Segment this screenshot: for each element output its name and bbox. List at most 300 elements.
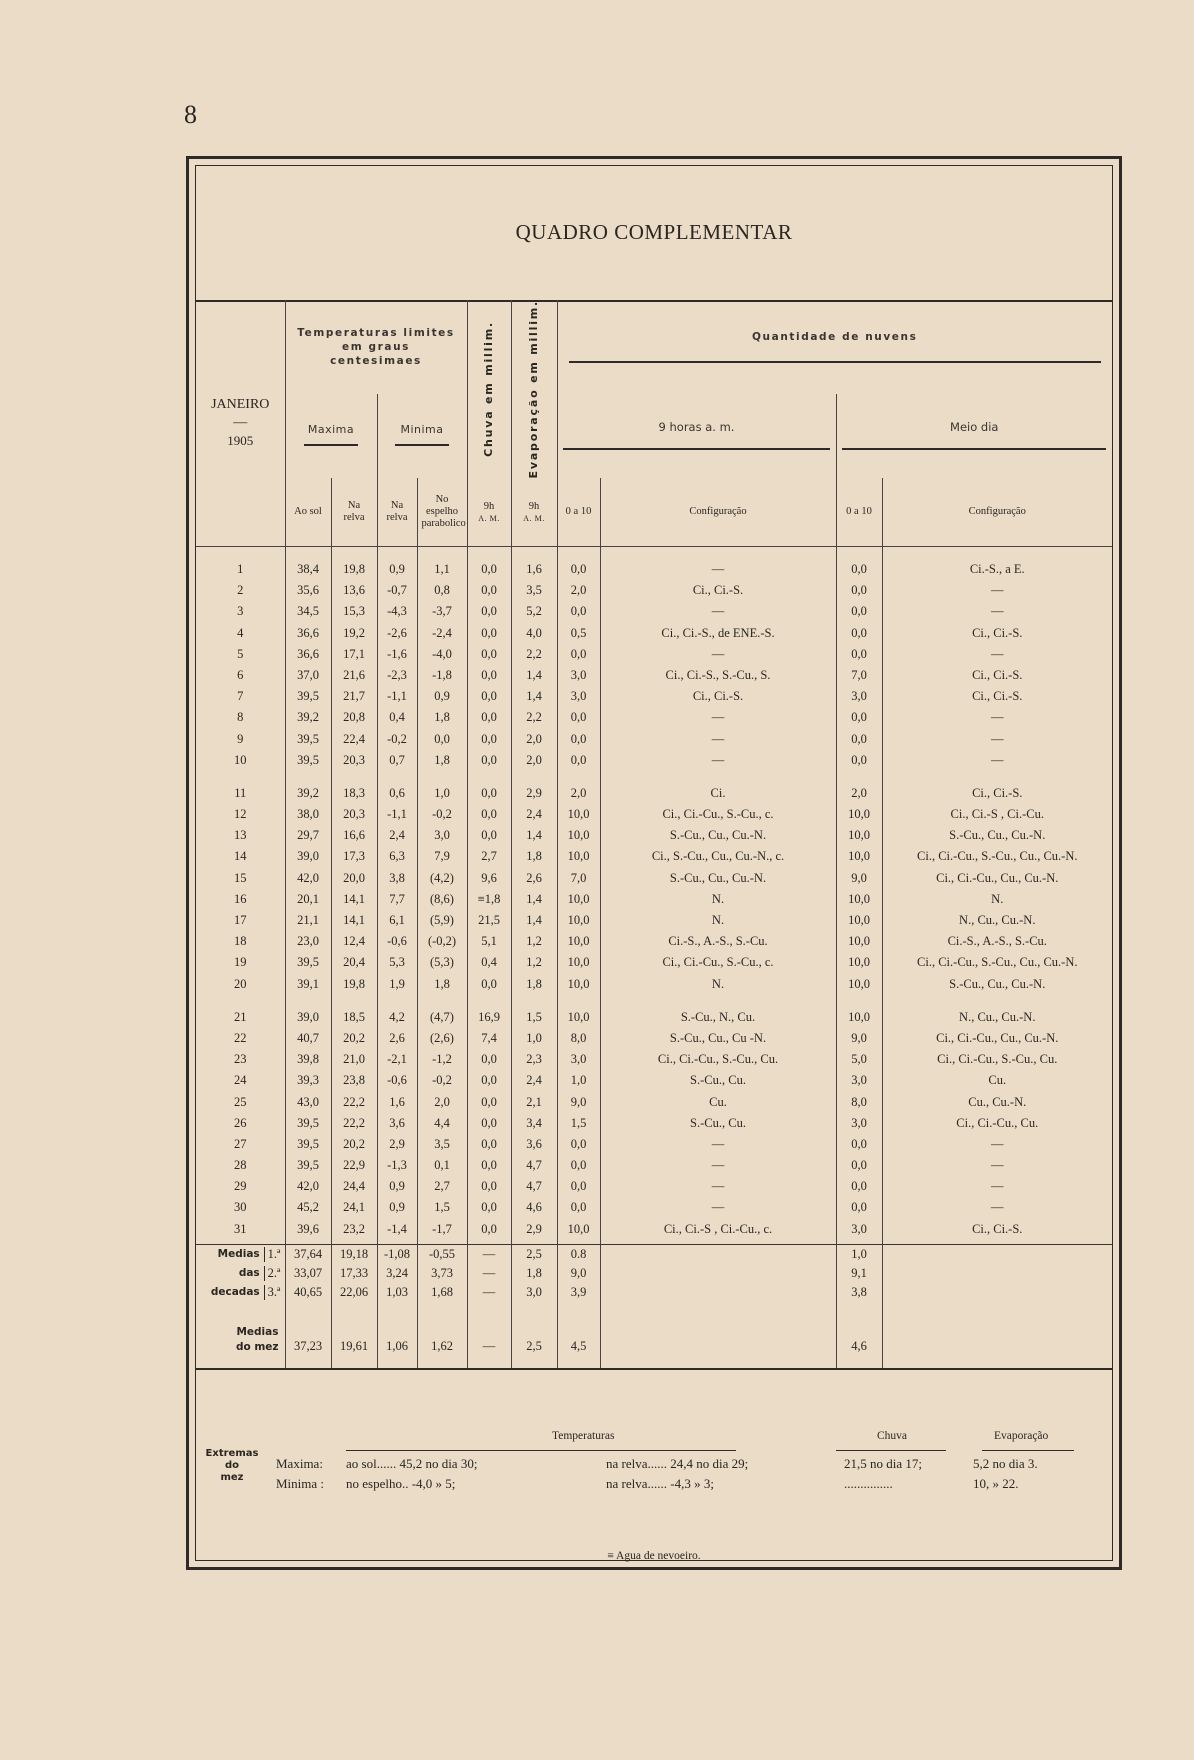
gap-cell — [557, 1302, 600, 1322]
table-row — [196, 559, 1112, 580]
evaporation-cell: 3,6 — [511, 1134, 557, 1155]
na-relva-max-month-cell: 19,61 — [331, 1322, 377, 1358]
decade-average-word: Medias — [217, 1247, 260, 1260]
ao-sol-cell: 39,5 — [285, 1113, 331, 1134]
espelho-cell: -1,2 — [417, 1049, 467, 1070]
max-evap: 5,2 no dia 3. — [973, 1456, 1038, 1471]
evaporation-cell: 2,4 — [511, 804, 557, 825]
na-relva-max-cell: 23,2 — [331, 1219, 377, 1240]
clouds-9h-cell: 0,5 — [557, 623, 600, 644]
ao-sol-cell: 21,1 — [285, 910, 331, 931]
minima-header — [377, 394, 467, 479]
monthly-label-line2: do mez — [235, 1340, 279, 1353]
nine-hours-label: 9 horas a. m. — [658, 419, 735, 434]
monthly-average-row — [196, 1322, 1112, 1358]
day-cell: 27 — [196, 1134, 285, 1155]
na-relva-max-cell: 20,2 — [331, 1134, 377, 1155]
ao-sol-cell: 39,2 — [285, 783, 331, 804]
espelho-cell: (-0,2) — [417, 931, 467, 952]
rain-cell: 0,0 — [467, 665, 511, 686]
na-relva-min-cell: 2,6 — [377, 1028, 417, 1049]
na-relva-min-cell: 0,9 — [377, 1176, 417, 1197]
chuva-rule — [836, 1450, 946, 1451]
table-row — [196, 728, 1112, 749]
table-row — [196, 665, 1112, 686]
espelho-cell: (5,9) — [417, 910, 467, 931]
config-noon-cell: — — [991, 1200, 1004, 1215]
na-relva-min-cell: -0,2 — [377, 728, 417, 749]
clouds-noon-cell: 10,0 — [836, 974, 882, 995]
ao-sol-cell: 39,8 — [285, 1049, 331, 1070]
table-row — [196, 804, 1112, 825]
monthly-gap — [196, 1302, 1112, 1322]
clouds-noon-cell: 0,0 — [836, 580, 882, 601]
min-label: Minima : — [276, 1476, 325, 1491]
table-row — [196, 707, 1112, 728]
day-cell: 16 — [196, 889, 285, 910]
ao-sol-cell: 39,3 — [285, 1070, 331, 1091]
na-relva-min-cell: 3,6 — [377, 1113, 417, 1134]
decade-gap-cell — [600, 771, 836, 783]
month-dash: — — [233, 414, 248, 430]
ao-sol-cell: 39,5 — [285, 728, 331, 749]
clouds-noon-avg-cell: 3,8 — [836, 1283, 882, 1302]
config-noon-cell: N., Cu., Cu.-N. — [959, 1009, 1036, 1024]
top-gap-cell — [196, 546, 285, 559]
na-relva-min-avg-cell: 1,03 — [377, 1283, 417, 1302]
extremes-section — [196, 1406, 1112, 1566]
decade-gap-cell — [285, 771, 331, 783]
evaporation-cell: 2,9 — [511, 1219, 557, 1240]
top-gap — [196, 546, 1112, 559]
na-relva-min-cell: 0,7 — [377, 750, 417, 771]
table-row — [196, 1070, 1112, 1091]
clouds-9h-cell: 0,0 — [557, 1134, 600, 1155]
decade-gap-cell — [836, 995, 882, 1007]
monthly-label-line1: Medias — [236, 1325, 279, 1338]
decade-label-wrap — [196, 1283, 285, 1302]
table-row — [196, 889, 1112, 910]
ao-sol-header: Ao sol — [285, 478, 331, 546]
complementary-table-frame — [186, 156, 1122, 1570]
clouds-9h-avg-cell: 3,9 — [557, 1283, 600, 1302]
temperaturas-rule — [346, 1450, 736, 1451]
end-cell — [882, 1358, 1112, 1369]
rain-month-cell: — — [467, 1322, 511, 1358]
na-relva-max-cell: 19,2 — [331, 623, 377, 644]
evaporation-cell: 2,9 — [511, 783, 557, 804]
config-9h-cell: N. — [600, 889, 836, 910]
config-9h-cell: — — [600, 559, 836, 580]
config-noon-cell: Ci.-S., a E. — [969, 562, 1025, 577]
end-cell — [467, 1358, 511, 1369]
ao-sol-cell: 23,0 — [285, 931, 331, 952]
temperatures-header-text: Temperaturas limites em graus centesimaes — [297, 326, 455, 367]
espelho-cell: -0,2 — [417, 804, 467, 825]
evaporation-cell: 3,5 — [511, 580, 557, 601]
na-relva-min-cell: -2,3 — [377, 665, 417, 686]
espelho-month-cell: 1,62 — [417, 1322, 467, 1358]
table-inner-border — [195, 165, 1113, 1561]
end-cell — [417, 1358, 467, 1369]
na-relva-max-cell: 13,6 — [331, 580, 377, 601]
decade-average-row — [196, 1283, 1112, 1302]
config-noon-cell: — — [991, 583, 1004, 598]
rain-avg-cell: — — [467, 1283, 511, 1302]
clouds-9h-cell: 10,0 — [557, 931, 600, 952]
rain-cell: 0,0 — [467, 559, 511, 580]
ao-sol-avg-cell: 37,64 — [285, 1244, 331, 1264]
config-9h-cell: S.-Cu., Cu., Cu -N. — [600, 1028, 836, 1049]
evaporation-cell: 1,4 — [511, 825, 557, 846]
config-noon-cell: Ci., Ci.-Cu., S.-Cu., Cu., Cu.-N. — [917, 849, 1078, 864]
noon-rule — [842, 448, 1106, 450]
clouds-9h-cell: 0,0 — [557, 1197, 600, 1218]
config-9h-cell: S.-Cu., Cu., Cu.-N. — [600, 825, 836, 846]
evap-time-am: A. M. — [523, 513, 545, 523]
na-relva-max-cell: 16,6 — [331, 825, 377, 846]
config-noon-cell: — — [991, 646, 1004, 661]
na-relva-max-cell: 20,3 — [331, 750, 377, 771]
day-cell: 18 — [196, 931, 285, 952]
min-espelho: no espelho.. -4,0 » 5; — [346, 1476, 456, 1491]
na-relva-max-cell: 12,4 — [331, 931, 377, 952]
table-row — [196, 931, 1112, 952]
evaporation-cell: 1,4 — [511, 665, 557, 686]
rain-cell: 0,4 — [467, 952, 511, 973]
decade-gap-cell — [331, 771, 377, 783]
na-relva-min-cell: -1,1 — [377, 686, 417, 707]
table-row — [196, 1049, 1112, 1070]
extremes-chuva-heading: Chuva — [877, 1430, 908, 1442]
espelho-cell: 1,8 — [417, 750, 467, 771]
decade-gap-cell — [836, 771, 882, 783]
decade-ordinal: 3.ª — [264, 1285, 281, 1300]
na-relva-max-cell: 18,3 — [331, 783, 377, 804]
rain-cell: 0,0 — [467, 686, 511, 707]
evaporation-cell: 4,6 — [511, 1197, 557, 1218]
rain-cell: 7,4 — [467, 1028, 511, 1049]
clouds-noon-cell: 10,0 — [836, 889, 882, 910]
min-chuva: ............... — [844, 1476, 893, 1491]
config-noon-avg-cell — [882, 1264, 1112, 1283]
rain-cell: 0,0 — [467, 974, 511, 995]
table-row — [196, 974, 1112, 995]
month-label: JANEIRO — [211, 396, 270, 412]
clouds-noon-cell: 10,0 — [836, 825, 882, 846]
config-9h-cell: — — [600, 707, 836, 728]
config-9h-month-cell — [600, 1322, 836, 1358]
config-noon-cell: Ci., Ci.-S , Ci.-Cu. — [950, 807, 1044, 822]
decade-gap-cell — [196, 995, 285, 1007]
minima-label: Minima — [400, 423, 444, 437]
evaporation-cell: 1,4 — [511, 686, 557, 707]
config-noon-cell: N., Cu., Cu.-N. — [959, 913, 1036, 928]
table-row — [196, 750, 1112, 771]
extremes-temperaturas-heading: Temperaturas — [552, 1430, 615, 1442]
ao-sol-cell: 34,5 — [285, 601, 331, 622]
gap-cell — [511, 1302, 557, 1322]
na-relva-min-header — [377, 478, 417, 546]
config-9h-cell: N. — [600, 974, 836, 995]
rain-cell: 0,0 — [467, 1113, 511, 1134]
decade-gap-cell — [331, 995, 377, 1007]
clouds-noon-cell: 0,0 — [836, 707, 882, 728]
clouds-noon-cell: 7,0 — [836, 665, 882, 686]
top-gap-cell — [467, 546, 511, 559]
na-relva-max-text: Na relva — [343, 500, 365, 524]
ao-sol-cell: 39,5 — [285, 1134, 331, 1155]
rain-time-am: A. M. — [478, 513, 500, 523]
clouds-9h-cell: 0,0 — [557, 559, 600, 580]
rain-cell: 5,1 — [467, 931, 511, 952]
evaporation-cell: 2,1 — [511, 1091, 557, 1112]
clouds-noon-cell: 3,0 — [836, 1070, 882, 1091]
na-relva-max-cell: 20,4 — [331, 952, 377, 973]
config-9h-avg-cell — [600, 1283, 836, 1302]
espelho-cell: (4,2) — [417, 868, 467, 889]
decade-label-wrap — [196, 1264, 285, 1283]
clouds-noon-cell: 10,0 — [836, 910, 882, 931]
table-row — [196, 846, 1112, 867]
config-9h-avg-cell — [600, 1264, 836, 1283]
decade-average-row — [196, 1244, 1112, 1264]
clouds-noon-cell: 0,0 — [836, 1197, 882, 1218]
clouds-9h-cell: 10,0 — [557, 804, 600, 825]
clouds-noon-cell: 0,0 — [836, 601, 882, 622]
day-cell: 8 — [196, 707, 285, 728]
decade-average-label — [196, 1244, 285, 1264]
evaporation-cell: 1,8 — [511, 846, 557, 867]
espelho-avg-cell: 3,73 — [417, 1264, 467, 1283]
na-relva-max-cell: 22,2 — [331, 1091, 377, 1112]
espelho-cell: 0,0 — [417, 728, 467, 749]
config-noon-cell: — — [991, 710, 1004, 725]
evaporation-cell: 4,0 — [511, 623, 557, 644]
na-relva-max-cell: 14,1 — [331, 889, 377, 910]
decade-gap-cell — [511, 995, 557, 1007]
clouds-noon-cell: 0,0 — [836, 728, 882, 749]
rain-avg-cell: — — [467, 1264, 511, 1283]
na-relva-min-cell: -1,4 — [377, 1219, 417, 1240]
clouds-header-rule — [569, 361, 1101, 363]
espelho-cell: (2,6) — [417, 1028, 467, 1049]
rain-cell: 2,7 — [467, 846, 511, 867]
day-cell: 15 — [196, 868, 285, 889]
clouds-9h-cell: 0,0 — [557, 728, 600, 749]
maxima-rule — [304, 444, 359, 446]
config-noon-cell: — — [991, 1158, 1004, 1173]
espelho-cell: -1,8 — [417, 665, 467, 686]
clouds-9h-cell: 9,0 — [557, 1091, 600, 1112]
config-noon-cell: Ci., Ci.-Cu., Cu., Cu.-N. — [936, 1030, 1059, 1045]
table-row — [196, 952, 1112, 973]
noon-label: Meio dia — [950, 419, 999, 434]
year-label: 1905 — [227, 432, 254, 448]
decade-gap-cell — [882, 771, 1112, 783]
config-noon-cell: — — [991, 1136, 1004, 1151]
na-relva-max-cell: 14,1 — [331, 910, 377, 931]
config-9h-cell: Ci., Ci.-S , Ci.-Cu., c. — [600, 1219, 836, 1240]
na-relva-min-cell: -2,1 — [377, 1049, 417, 1070]
evaporation-cell: 2,4 — [511, 1070, 557, 1091]
rain-cell: 0,0 — [467, 750, 511, 771]
gap-cell — [417, 1302, 467, 1322]
rain-header — [467, 300, 511, 478]
ao-sol-cell: 39,2 — [285, 707, 331, 728]
na-relva-min-cell: -0,6 — [377, 931, 417, 952]
monthly-average-label — [196, 1322, 285, 1358]
rain-cell: 0,0 — [467, 1155, 511, 1176]
day-cell: 14 — [196, 846, 285, 867]
clouds-9h-cell: 7,0 — [557, 868, 600, 889]
clouds-header-text: Quantidade de nuvens — [752, 331, 918, 344]
config-9h-cell: Ci. — [600, 783, 836, 804]
na-relva-max-cell: 17,3 — [331, 846, 377, 867]
day-cell: 26 — [196, 1113, 285, 1134]
na-relva-min-cell: -1,3 — [377, 1155, 417, 1176]
clouds-9h-cell: 0,0 — [557, 707, 600, 728]
espelho-header — [417, 478, 467, 546]
config-noon-cell: Ci.-S., A.-S., S.-Cu. — [947, 934, 1047, 949]
config-9h-cell: — — [600, 1176, 836, 1197]
ao-sol-cell: 39,5 — [285, 686, 331, 707]
na-relva-min-cell: 0,4 — [377, 707, 417, 728]
table-row — [196, 825, 1112, 846]
day-cell: 4 — [196, 623, 285, 644]
config-9h-cell: S.-Cu., N., Cu. — [600, 1007, 836, 1028]
clouds-noon-cell: 3,0 — [836, 1113, 882, 1134]
evaporation-cell: 2,2 — [511, 707, 557, 728]
espelho-cell: -3,7 — [417, 601, 467, 622]
config-noon-cell: S.-Cu., Cu., Cu.-N. — [949, 828, 1046, 843]
clouds-9h-cell: 10,0 — [557, 952, 600, 973]
day-cell: 1 — [196, 559, 285, 580]
clouds-9h-cell: 0,0 — [557, 601, 600, 622]
decade-gap-cell — [557, 771, 600, 783]
na-relva-max-cell: 22,4 — [331, 728, 377, 749]
na-relva-min-cell: 0,9 — [377, 1197, 417, 1218]
config-noon-cell: Ci., Ci.-S. — [972, 667, 1023, 682]
rain-cell: 0,0 — [467, 623, 511, 644]
rain-cell: 0,0 — [467, 580, 511, 601]
rain-time-9h: 9h — [483, 500, 495, 512]
top-gap-cell — [836, 546, 882, 559]
rain-avg-cell: — — [467, 1244, 511, 1264]
day-cell: 21 — [196, 1007, 285, 1028]
na-relva-min-text: Na relva — [386, 500, 408, 524]
table-row — [196, 783, 1112, 804]
clouds-9h-cell: 10,0 — [557, 846, 600, 867]
clouds-header — [557, 300, 1112, 394]
config-noon-cell: Ci., Ci.-Cu., S.-Cu., Cu. — [937, 1052, 1058, 1067]
clouds-9h-month-cell: 4,5 — [557, 1322, 600, 1358]
gap-cell — [836, 1302, 882, 1322]
fog-water-note: ≡ Agua de nevoeiro. — [607, 1550, 701, 1562]
table-row — [196, 623, 1112, 644]
clouds-noon-cell: 0,0 — [836, 750, 882, 771]
month-header — [196, 300, 285, 546]
config-9h-cell: Ci., Ci.-S., de ENE.-S. — [600, 623, 836, 644]
config-noon-cell: — — [991, 731, 1004, 746]
evaporation-avg-cell: 1,8 — [511, 1264, 557, 1283]
clouds-9h-cell: 0,0 — [557, 1176, 600, 1197]
na-relva-min-cell: 2,9 — [377, 1134, 417, 1155]
end-cell — [836, 1358, 882, 1369]
evaporation-cell: 1,2 — [511, 931, 557, 952]
decade-average-row — [196, 1264, 1112, 1283]
clouds-noon-cell: 5,0 — [836, 1049, 882, 1070]
na-relva-min-cell: 1,6 — [377, 1091, 417, 1112]
na-relva-min-cell: 4,2 — [377, 1007, 417, 1028]
evaporation-cell: 1,5 — [511, 1007, 557, 1028]
table-row — [196, 1007, 1112, 1028]
day-cell: 12 — [196, 804, 285, 825]
evaporation-cell: 2,3 — [511, 1049, 557, 1070]
decade-label-wrap — [196, 1245, 285, 1264]
table-title: QUADRO COMPLEMENTAR — [515, 220, 793, 244]
table-row — [196, 1155, 1112, 1176]
na-relva-min-cell: 3,8 — [377, 868, 417, 889]
clouds-noon-cell: 10,0 — [836, 804, 882, 825]
config-9h-cell: S.-Cu., Cu. — [600, 1113, 836, 1134]
decade-average-word: das — [238, 1266, 260, 1279]
clouds-9h-cell: 3,0 — [557, 686, 600, 707]
config-9h-avg-cell — [600, 1244, 836, 1264]
na-relva-max-cell: 23,8 — [331, 1070, 377, 1091]
evaporation-cell: 1,4 — [511, 889, 557, 910]
ao-sol-cell: 45,2 — [285, 1197, 331, 1218]
espelho-cell: 2,0 — [417, 1091, 467, 1112]
gap-cell — [467, 1302, 511, 1322]
evaporacao-rule — [982, 1450, 1074, 1451]
decade-gap-cell — [285, 995, 331, 1007]
espelho-cell: 1,0 — [417, 783, 467, 804]
espelho-cell: (4,7) — [417, 1007, 467, 1028]
rain-cell: 0,0 — [467, 783, 511, 804]
ao-sol-cell: 36,6 — [285, 623, 331, 644]
espelho-cell: 2,7 — [417, 1176, 467, 1197]
config-9h-cell: — — [600, 644, 836, 665]
noon-header — [836, 394, 1112, 479]
na-relva-max-avg-cell: 17,33 — [331, 1264, 377, 1283]
clouds-noon-cell: 9,0 — [836, 1028, 882, 1049]
top-gap-cell — [377, 546, 417, 559]
config-noon-cell: — — [991, 752, 1004, 767]
top-gap-cell — [331, 546, 377, 559]
na-relva-min-cell: -0,7 — [377, 580, 417, 601]
top-gap-cell — [557, 546, 600, 559]
end-cell — [511, 1358, 557, 1369]
config-noon-header: Configuração — [882, 478, 1112, 546]
clouds-noon-cell: 8,0 — [836, 1091, 882, 1112]
day-cell: 30 — [196, 1197, 285, 1218]
ao-sol-month-cell: 37,23 — [285, 1322, 331, 1358]
day-cell: 5 — [196, 644, 285, 665]
na-relva-max-cell: 15,3 — [331, 601, 377, 622]
config-noon-cell: Ci., Ci.-Cu., Cu., Cu.-N. — [936, 870, 1059, 885]
config-9h-cell: Ci., Ci.-S., S.-Cu., S. — [600, 665, 836, 686]
extremes-label — [196, 1448, 268, 1484]
gap-cell — [377, 1302, 417, 1322]
decade-gap-cell — [882, 995, 1112, 1007]
extremes-evaporacao-heading: Evaporação — [994, 1430, 1049, 1442]
clouds-noon-cell: 10,0 — [836, 931, 882, 952]
extremes-label-line3: mez — [220, 1472, 244, 1483]
rain-cell: 0,0 — [467, 1219, 511, 1240]
evaporation-cell: 4,7 — [511, 1176, 557, 1197]
na-relva-max-cell: 20,0 — [331, 868, 377, 889]
